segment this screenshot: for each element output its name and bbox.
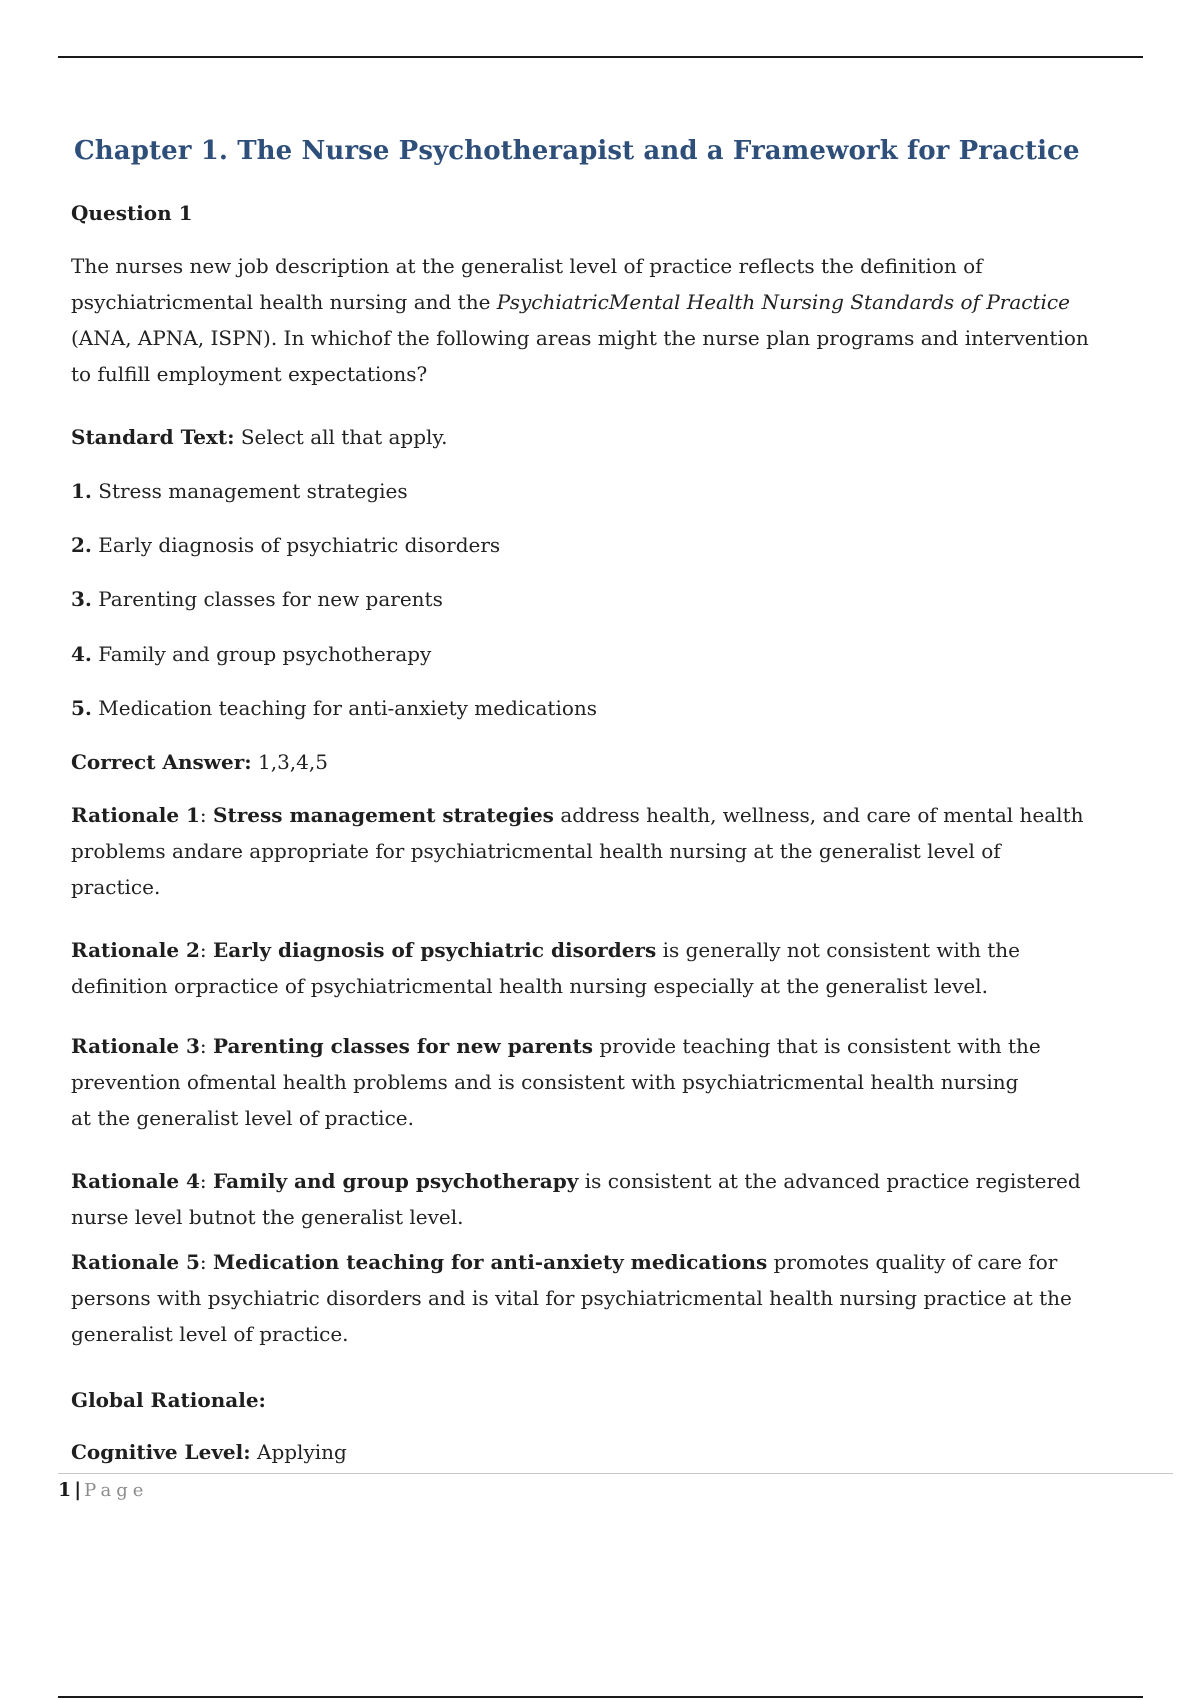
rationale-text: provide teaching that is consistent with the [599,1034,1041,1058]
standard-text [71,419,1146,455]
answer-option [71,473,1146,509]
rationale-line: Rationale 5: Medication teaching for anti-anxiety medications promotes quality of care for [71,1250,1058,1274]
standard-text-value: Select all that apply. [240,425,448,449]
rationale-topic: Medication teaching for anti-anxiety medications [213,1250,768,1274]
correct-answer-value: 1,3,4,5 [257,750,328,774]
page-label: Page [84,1480,149,1501]
rationale-text: promotes quality of care for [773,1250,1058,1274]
rationale-label: Rationale 5 [71,1250,200,1274]
rationale-line: generalist level of practice. [71,1322,349,1346]
answer-option [71,690,1146,726]
rationale-topic: Early diagnosis of psychiatric disorders [213,938,657,962]
rationale-line: definition orpractice of psychiatricmental health nursing especially at the generalist level. [71,974,988,998]
standard-text-label: Standard Text: [71,425,235,449]
stem-line: The nurses new job description at the generalist level of practice reflects the definition of [71,254,983,278]
rationale-1 [71,797,1146,905]
option-number: 1. [71,479,92,503]
option-number: 3. [71,587,92,611]
stem-line: (ANA, APNA, ISPN). In whichof the following areas might the nurse plan programs and intervention [71,326,1089,350]
stem-text: psychiatricmental health nursing and the [71,290,497,314]
header-rule [58,56,1143,58]
stem-line [71,284,1146,320]
option-number: 5. [71,696,92,720]
chapter-title: Chapter 1. The Nurse Psychotherapist and a Framework for Practice [74,136,1080,166]
rationale-line: Rationale 3: Parenting classes for new parents provide teaching that is consistent with the [71,1034,1041,1058]
rationale-line: nurse level butnot the generalist level. [71,1205,464,1229]
answer-option [71,636,1146,672]
option-text: Early diagnosis of psychiatric disorders [98,533,501,557]
option-text: Family and group psychotherapy [98,642,432,666]
question-stem [71,248,1146,392]
rationale-label: Rationale 1 [71,803,200,827]
option-text: Parenting classes for new parents [98,587,443,611]
rationale-topic: Stress management strategies [213,803,554,827]
rationale-line: persons with psychiatric disorders and is vital for psychiatricmental health nursing practice at the [71,1286,1072,1310]
cognitive-level [71,1434,1146,1470]
rationale-label: Rationale 4 [71,1169,200,1193]
rationale-2 [71,932,1146,1004]
rationale-3 [71,1028,1146,1136]
standards-title: PsychiatricMental Health Nursing Standards of Practice [496,290,1070,314]
stem-line: to fulfill employment expectations? [71,362,428,386]
page-number: 1 [58,1479,72,1501]
option-text: Medication teaching for anti-anxiety medications [98,696,598,720]
rationale-text: address health, wellness, and care of mental health [560,803,1084,827]
correct-answer-label: Correct Answer: [71,750,252,774]
option-number: 4. [71,642,92,666]
rationale-topic: Family and group psychotherapy [213,1169,579,1193]
rationale-topic: Parenting classes for new parents [213,1034,593,1058]
option-text: Stress management strategies [98,479,408,503]
global-rationale-label: Global Rationale: [71,1388,266,1412]
cognitive-level-label: Cognitive Level: [71,1440,251,1464]
rationale-line: problems andare appropriate for psychiatricmental health nursing at the generalist level of [71,839,1001,863]
rationale-4 [71,1163,1146,1235]
page-footer [58,1476,148,1505]
page-separator: | [74,1479,82,1501]
rationale-line: at the generalist level of practice. [71,1106,414,1130]
rationale-label: Rationale 2 [71,938,200,962]
rationale-5 [71,1244,1146,1352]
correct-answer [71,744,1146,780]
rationale-line: Rationale 1: Stress management strategies address health, wellness, and care of mental health [71,803,1084,827]
rationale-line: Rationale 2: Early diagnosis of psychiatric disorders is generally not consistent with the [71,938,1020,962]
rationale-label: Rationale 3 [71,1034,200,1058]
rationale-text: is generally not consistent with the [662,938,1020,962]
rationale-line: Rationale 4: Family and group psychotherapy is consistent at the advanced practice registered [71,1169,1081,1193]
answer-option [71,581,1146,617]
bottom-rule [58,1696,1143,1698]
cognitive-level-value: Applying [257,1440,347,1464]
answer-option [71,527,1146,563]
option-number: 2. [71,533,92,557]
rationale-line: prevention ofmental health problems and is consistent with psychiatricmental health nursing [71,1070,1019,1094]
footer-rule [58,1473,1173,1474]
rationale-line: practice. [71,875,161,899]
question-heading: Question 1 [71,201,193,225]
rationale-text: is consistent at the advanced practice registered [584,1169,1081,1193]
